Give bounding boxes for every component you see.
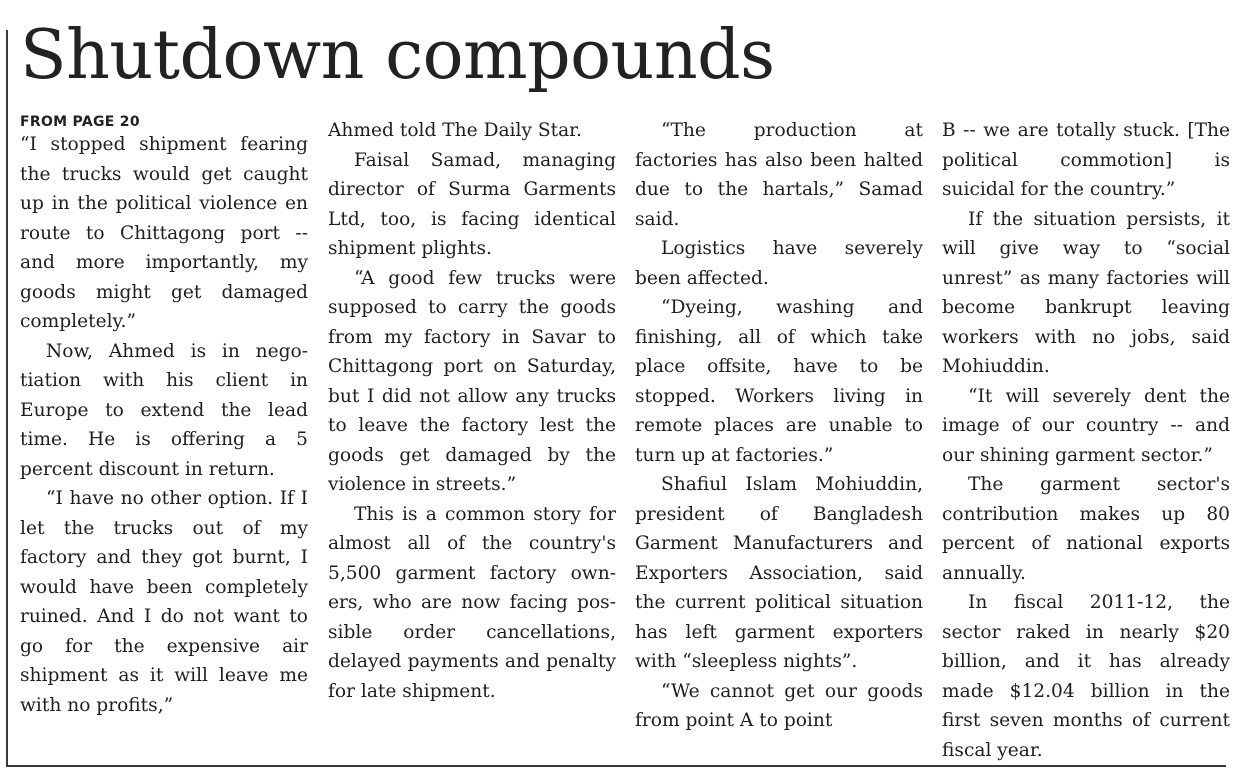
article-paragraph: “We cannot get our goods from point A to point <box>635 680 923 731</box>
article-paragraph: In fiscal 2011-12, the sector raked in nearly $20 billion, and it has already made $12.04 billion in the first seven months of current fiscal year. <box>942 592 1230 761</box>
bottom-rule <box>6 765 1226 767</box>
article-body <box>20 112 1228 762</box>
article-paragraph: Now, Ahmed is in negotiation with his client in Europe to extend the lead time. He is offering a 5 percent discount in return. <box>20 340 308 480</box>
article-paragraph: This is a common story for almost all of the country's 5,500 garment factory owners, who are now facing possible order cancellations, delayed payments and penalty for late shipment. <box>328 503 616 702</box>
continuation-kicker: FROM PAGE 20 <box>20 114 140 130</box>
article-paragraph: Shafiul Islam Mohiuddin, president of Bangladesh Garment Manufacturers and Exporters Association, said the current political situation has left garment exporters with “sleepless nights”. <box>635 474 923 672</box>
article-paragraph: “I stopped shipment fearing the trucks would get caught up in the political violence en route to Chittagong port -- and more importantly, my goods might get damaged completely.” <box>20 134 308 332</box>
article-paragraph: “The production at factories has also been halted due to the hartals,” Samad said. <box>635 120 923 230</box>
article-paragraph: “I have no other option. If I let the trucks out of my factory and they got burnt, I would have been completely ruined. And I do not want to go for the expensive air shipment as it will leave me with no profits,” <box>20 488 308 716</box>
article-paragraph: Logistics have severely been affected. <box>635 238 923 289</box>
article-paragraph: “A good few trucks were supposed to carry the goods from my factory in Savar to Chittagong port on Saturday, but I did not allow any trucks to leave the factory lest the goods get damaged by the violence in streets.” <box>328 267 616 495</box>
article-column-3 <box>635 112 923 762</box>
article-paragraph: “It will severely dent the image of our country -- and our shining garment sector.” <box>942 385 1230 466</box>
article-column-4 <box>942 112 1230 762</box>
article-column-1 <box>20 112 308 762</box>
article-paragraph: “Dyeing, washing and finishing, all of which take place offsite, have to be stopped. Workers living in remote places are unable to turn up at factories.” <box>635 297 923 466</box>
article-paragraph: B -- we are totally stuck. [The political commotion] is suicidal for the country.” <box>942 120 1230 200</box>
article-paragraph: The garment sector's contribution makes up 80 percent of national exports annually. <box>942 474 1230 584</box>
article-paragraph: Faisal Samad, managing director of Surma Garments Ltd, too, is facing identical shipment plights. <box>328 149 616 259</box>
article-paragraph: If the situation persists, it will give way to “social unrest” as many factories will become bankrupt leaving workers with no jobs, said Mohiuddin. <box>942 208 1230 377</box>
article-paragraph: Ahmed told The Daily Star. <box>328 120 582 141</box>
headline: Shutdown compounds <box>20 16 775 95</box>
article-column-2 <box>328 112 616 762</box>
left-column-rule <box>6 30 8 765</box>
